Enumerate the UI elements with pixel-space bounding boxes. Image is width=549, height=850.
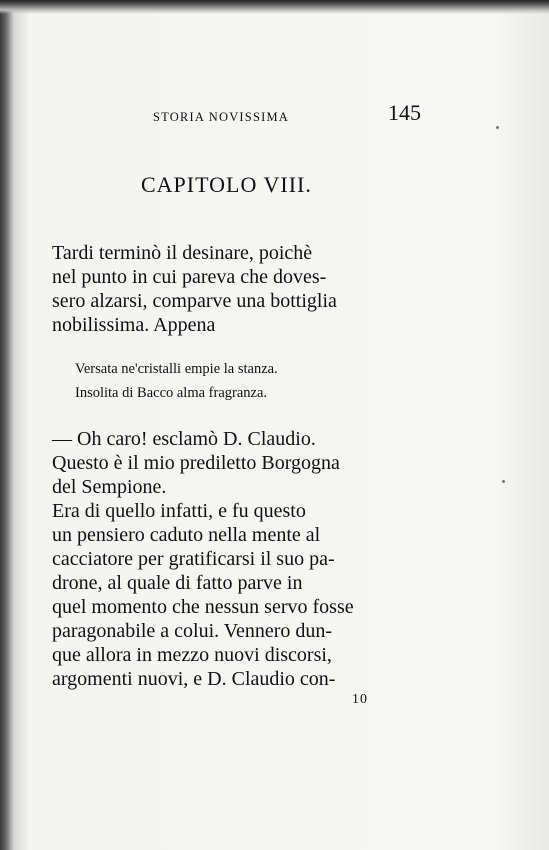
text-line: Era di quello infatti, e fu questo xyxy=(52,500,306,522)
signature-mark: 10 xyxy=(352,692,368,707)
paper-speck xyxy=(496,126,499,129)
text-line: sero alzarsi, comparve una bottiglia xyxy=(52,290,337,312)
text-line: cacciatore per gratificarsi il suo pa- xyxy=(52,548,335,570)
page-top-edge-shadow xyxy=(0,0,549,14)
text-line: paragonabile a colui. Vennero dun- xyxy=(52,620,333,642)
text-line: Questo è il mio prediletto Borgogna xyxy=(52,452,340,474)
page-number: 145 xyxy=(388,100,421,125)
text-line: — Oh caro! esclamò D. Claudio. xyxy=(52,428,316,450)
text-line: del Sempione. xyxy=(52,476,167,498)
text-line: argomenti nuovi, e D. Claudio con- xyxy=(52,668,336,690)
text-line: drone, al quale di fatto parve in xyxy=(52,572,303,594)
chapter-title: CAPITOLO VIII. xyxy=(141,172,312,197)
text-line: un pensiero caduto nella mente al xyxy=(52,524,321,546)
verse-line: Insolita di Bacco alma fragranza. xyxy=(75,385,268,401)
text-line: Tardi terminò il desinare, poichè xyxy=(52,242,313,264)
text-line: nel punto in cui pareva che doves- xyxy=(52,266,327,288)
paper-speck xyxy=(502,480,505,483)
running-head: STORIA NOVISSIMA xyxy=(153,110,290,124)
text-line: nobilissima. Appena xyxy=(52,314,216,336)
verse-line: Versata ne'cristalli empie la stanza. xyxy=(75,361,278,377)
text-line: quel momento che nessun servo fosse xyxy=(52,596,354,618)
text-line: que allora in mezzo nuovi discorsi, xyxy=(52,644,332,666)
